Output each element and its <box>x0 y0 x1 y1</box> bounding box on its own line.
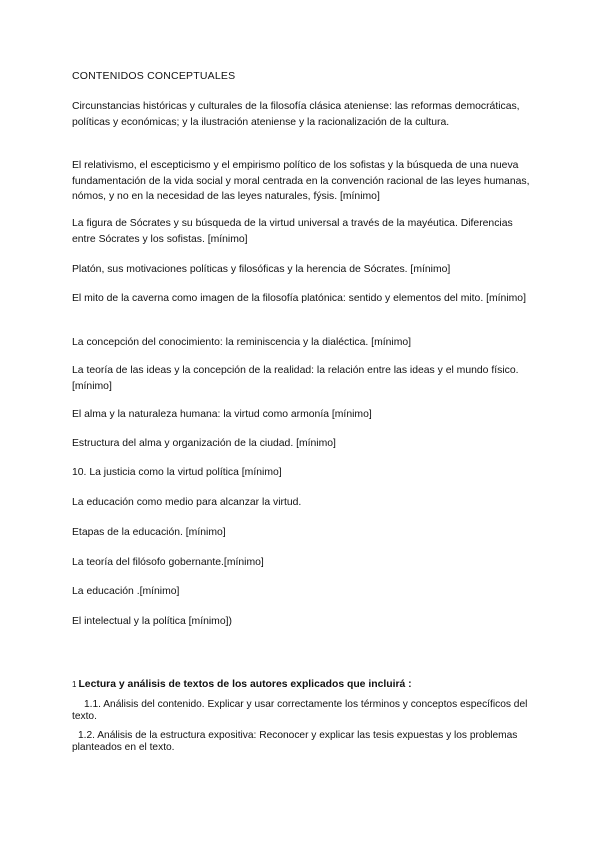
paragraph-sophists: El relativismo, el escepticismo y el empirismo político de los sofistas y la búsqueda de una nueva fundamentación de la vida social y moral centrada en la convención racional de las leyes humanas, nómos, y no en la necesidad de las leyes naturales, fýsis. [mínimo] <box>72 160 530 202</box>
sub-item-content-analysis <box>72 699 532 722</box>
reading-section-heading <box>72 679 412 690</box>
section-title: CONTENIDOS CONCEPTUALES <box>72 70 236 82</box>
paragraph-soul: El alma y la naturaleza humana: la virtud como armonía [mínimo] <box>72 409 372 420</box>
paragraph-theory-of-ideas: La teoría de las ideas y la concepción de la realidad: la relación entre las ideas y el mundo físico. [mínimo] <box>72 365 519 392</box>
paragraph-justice: 10. La justicia como la virtud política [mínimo] <box>72 467 282 478</box>
paragraph-athenian-context: Circunstancias históricas y culturales de la filosofía clásica ateniense: las reformas democráticas, políticas y económicas; y la ilustración ateniense y la racionalización de la cultura. <box>72 101 520 128</box>
paragraph-soul-city: Estructura del alma y organización de la ciudad. [mínimo] <box>72 438 336 449</box>
sub-item-text: 1.2. Análisis de la estructura expositiva: Reconocer y explicar las tesis expuestas y los problemas planteados en el texto. <box>72 730 518 753</box>
paragraph-cave-myth: El mito de la caverna como imagen de la filosofía platónica: sentido y elementos del mito. [mínimo] <box>72 293 526 304</box>
paragraph-intellectual-politics: El intelectual y la política [mínimo]) <box>72 616 232 627</box>
paragraph-education-stages: Etapas de la educación. [mínimo] <box>72 527 226 538</box>
paragraph-education-virtue: La educación como medio para alcanzar la virtud. <box>72 497 302 508</box>
section-number: 1 <box>72 680 77 689</box>
sub-item-text: 1.1. Análisis del contenido. Explicar y usar correctamente los términos y conceptos específicos del texto. <box>72 699 528 722</box>
sub-item-structure-analysis <box>72 730 532 753</box>
paragraph-philosopher-king: La teoría del filósofo gobernante.[mínimo] <box>72 557 264 568</box>
paragraph-education: La educación .[mínimo] <box>72 586 180 597</box>
paragraph-knowledge: La concepción del conocimiento: la reminiscencia y la dialéctica. [mínimo] <box>72 337 412 348</box>
section-heading-text: Lectura y análisis de textos de los autores explicados que incluirá : <box>78 679 412 690</box>
paragraph-plato-motivations: Platón, sus motivaciones políticas y filosóficas y la herencia de Sócrates. [mínimo] <box>72 264 451 275</box>
paragraph-socrates: La figura de Sócrates y su búsqueda de la virtud universal a través de la mayéutica. Diferencias entre Sócrates y los sofistas. [mínimo] <box>72 218 513 245</box>
